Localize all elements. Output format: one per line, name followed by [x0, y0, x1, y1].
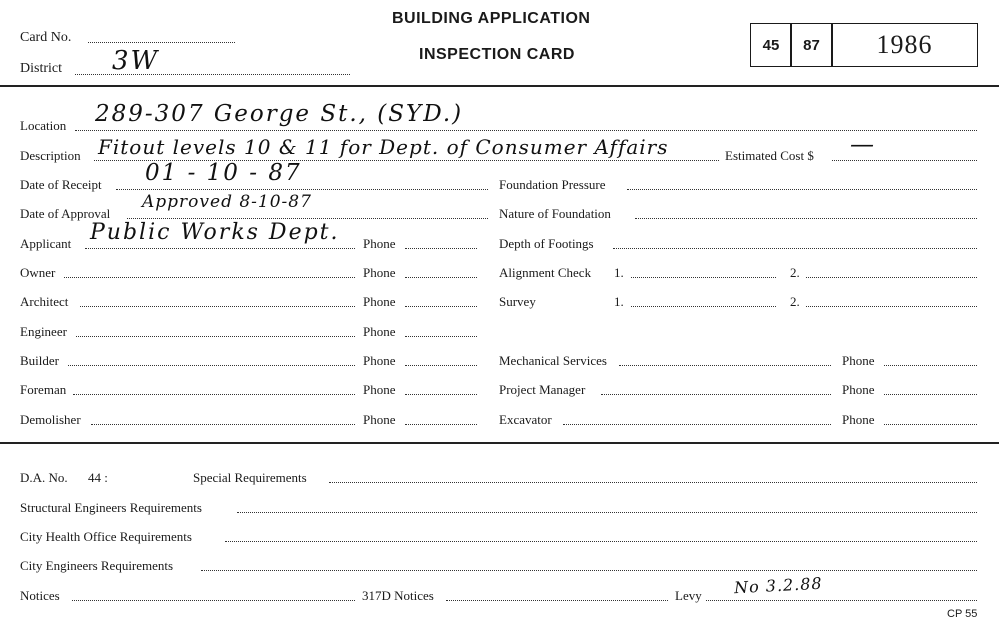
card-no-label: Card No.	[20, 30, 72, 45]
district-label: District	[20, 61, 62, 76]
builder-label: Builder	[20, 353, 59, 368]
levy-label: Levy	[675, 588, 702, 603]
form-code: CP 55	[947, 608, 978, 620]
special-requirements-line[interactable]	[329, 482, 977, 483]
owner-phone-line[interactable]	[405, 277, 477, 278]
architect-phone-label: Phone	[363, 294, 396, 309]
mechanical-phone-line[interactable]	[884, 365, 977, 366]
foundation-pressure-line[interactable]	[627, 189, 977, 190]
card-box-3	[831, 23, 978, 67]
notices-label: Notices	[20, 588, 60, 603]
builder-phone-label: Phone	[363, 353, 396, 368]
structural-line[interactable]	[237, 512, 977, 513]
health-line[interactable]	[225, 541, 977, 542]
district-value[interactable]: 3W	[112, 46, 160, 76]
project-manager-phone-line[interactable]	[884, 394, 977, 395]
notices-line[interactable]	[72, 600, 355, 601]
card-no-line[interactable]	[88, 42, 235, 43]
top-rule	[0, 85, 999, 87]
applicant-line	[85, 248, 355, 249]
date-approval-value[interactable]: Approved 8-10-87	[142, 192, 312, 212]
estimated-cost-value[interactable]: —	[850, 130, 876, 158]
engineer-phone-line[interactable]	[405, 336, 477, 337]
foreman-phone-label: Phone	[363, 382, 396, 397]
demolisher-label: Demolisher	[20, 412, 81, 427]
survey-num-1: 1.	[614, 294, 624, 309]
depth-footings-label: Depth of Footings	[499, 236, 594, 251]
architect-label: Architect	[20, 294, 69, 309]
foreman-phone-line[interactable]	[405, 394, 477, 395]
demolisher-line[interactable]	[91, 424, 355, 425]
survey-1-line[interactable]	[631, 306, 776, 307]
alignment-num-2: 2.	[790, 265, 800, 280]
alignment-check-label: Alignment Check	[499, 265, 592, 280]
applicant-phone-line[interactable]	[405, 248, 477, 249]
mechanical-line[interactable]	[619, 365, 831, 366]
levy-value[interactable]: No 3.2.88	[733, 573, 824, 598]
location-line	[75, 130, 977, 131]
project-manager-line[interactable]	[601, 394, 831, 395]
mechanical-phone-label: Phone	[842, 353, 875, 368]
engineers-label: City Engineers Requirements	[20, 558, 174, 573]
special-requirements-label: Special Requirements	[193, 470, 307, 485]
project-manager-label: Project Manager	[499, 382, 586, 397]
excavator-phone-line[interactable]	[884, 424, 977, 425]
applicant-label: Applicant	[20, 236, 72, 251]
levy-line	[706, 600, 977, 601]
owner-phone-label: Phone	[363, 265, 396, 280]
estimated-cost-line	[832, 160, 977, 161]
excavator-line[interactable]	[563, 424, 831, 425]
builder-line[interactable]	[68, 365, 355, 366]
title-line-2: INSPECTION CARD	[419, 46, 575, 63]
foreman-line[interactable]	[73, 394, 355, 395]
title-line-1: BUILDING APPLICATION	[392, 10, 591, 27]
builder-phone-line[interactable]	[405, 365, 477, 366]
excavator-label: Excavator	[499, 412, 552, 427]
card-box-1	[750, 23, 792, 67]
card-box-2-text: 87	[803, 36, 820, 54]
nature-foundation-line[interactable]	[635, 218, 977, 219]
engineers-line[interactable]	[201, 570, 977, 571]
project-manager-phone-label: Phone	[842, 382, 875, 397]
demolisher-phone-label: Phone	[363, 412, 396, 427]
demolisher-phone-line[interactable]	[405, 424, 477, 425]
date-receipt-label: Date of Receipt	[20, 177, 102, 192]
alignment-num-1: 1.	[614, 265, 624, 280]
da-label: D.A. No.	[20, 470, 68, 485]
architect-phone-line[interactable]	[405, 306, 477, 307]
engineer-phone-label: Phone	[363, 324, 396, 339]
alignment-check-1-line[interactable]	[631, 277, 776, 278]
depth-footings-line[interactable]	[613, 248, 977, 249]
description-value[interactable]: Fitout levels 10 & 11 for Dept. of Consumer Affairs	[98, 135, 669, 159]
foundation-pressure-label: Foundation Pressure	[499, 177, 606, 192]
owner-line[interactable]	[64, 277, 355, 278]
engineer-line[interactable]	[76, 336, 355, 337]
survey-2-line[interactable]	[806, 306, 977, 307]
date-receipt-line	[116, 189, 488, 190]
notices-317-line[interactable]	[446, 600, 668, 601]
nature-foundation-label: Nature of Foundation	[499, 206, 611, 221]
date-receipt-value[interactable]: 01 - 10 - 87	[145, 160, 302, 186]
owner-label: Owner	[20, 265, 56, 280]
structural-label: Structural Engineers Requirements	[20, 500, 202, 515]
description-label: Description	[20, 148, 81, 163]
card-box-2	[790, 23, 833, 67]
da-value: 44 :	[88, 470, 108, 485]
architect-line[interactable]	[80, 306, 355, 307]
health-label: City Health Office Requirements	[20, 529, 192, 544]
excavator-phone-label: Phone	[842, 412, 875, 427]
date-approval-label: Date of Approval	[20, 206, 111, 221]
card-box-3-text: 1986	[876, 30, 933, 59]
card-box-1-text: 45	[762, 36, 780, 54]
alignment-check-2-line[interactable]	[806, 277, 977, 278]
middle-rule	[0, 442, 999, 444]
applicant-value[interactable]: Public Works Dept.	[90, 220, 340, 245]
foreman-label: Foreman	[20, 382, 67, 397]
mechanical-label: Mechanical Services	[499, 353, 607, 368]
location-value[interactable]: 289-307 George St., (SYD.)	[95, 101, 464, 127]
location-label: Location	[20, 118, 67, 133]
date-approval-line	[127, 218, 488, 219]
engineer-label: Engineer	[20, 324, 67, 339]
survey-num-2: 2.	[790, 294, 800, 309]
survey-label: Survey	[499, 294, 536, 309]
notices-317-label: 317D Notices	[362, 588, 434, 603]
estimated-cost-label: Estimated Cost $	[725, 148, 814, 163]
applicant-phone-label: Phone	[363, 236, 396, 251]
